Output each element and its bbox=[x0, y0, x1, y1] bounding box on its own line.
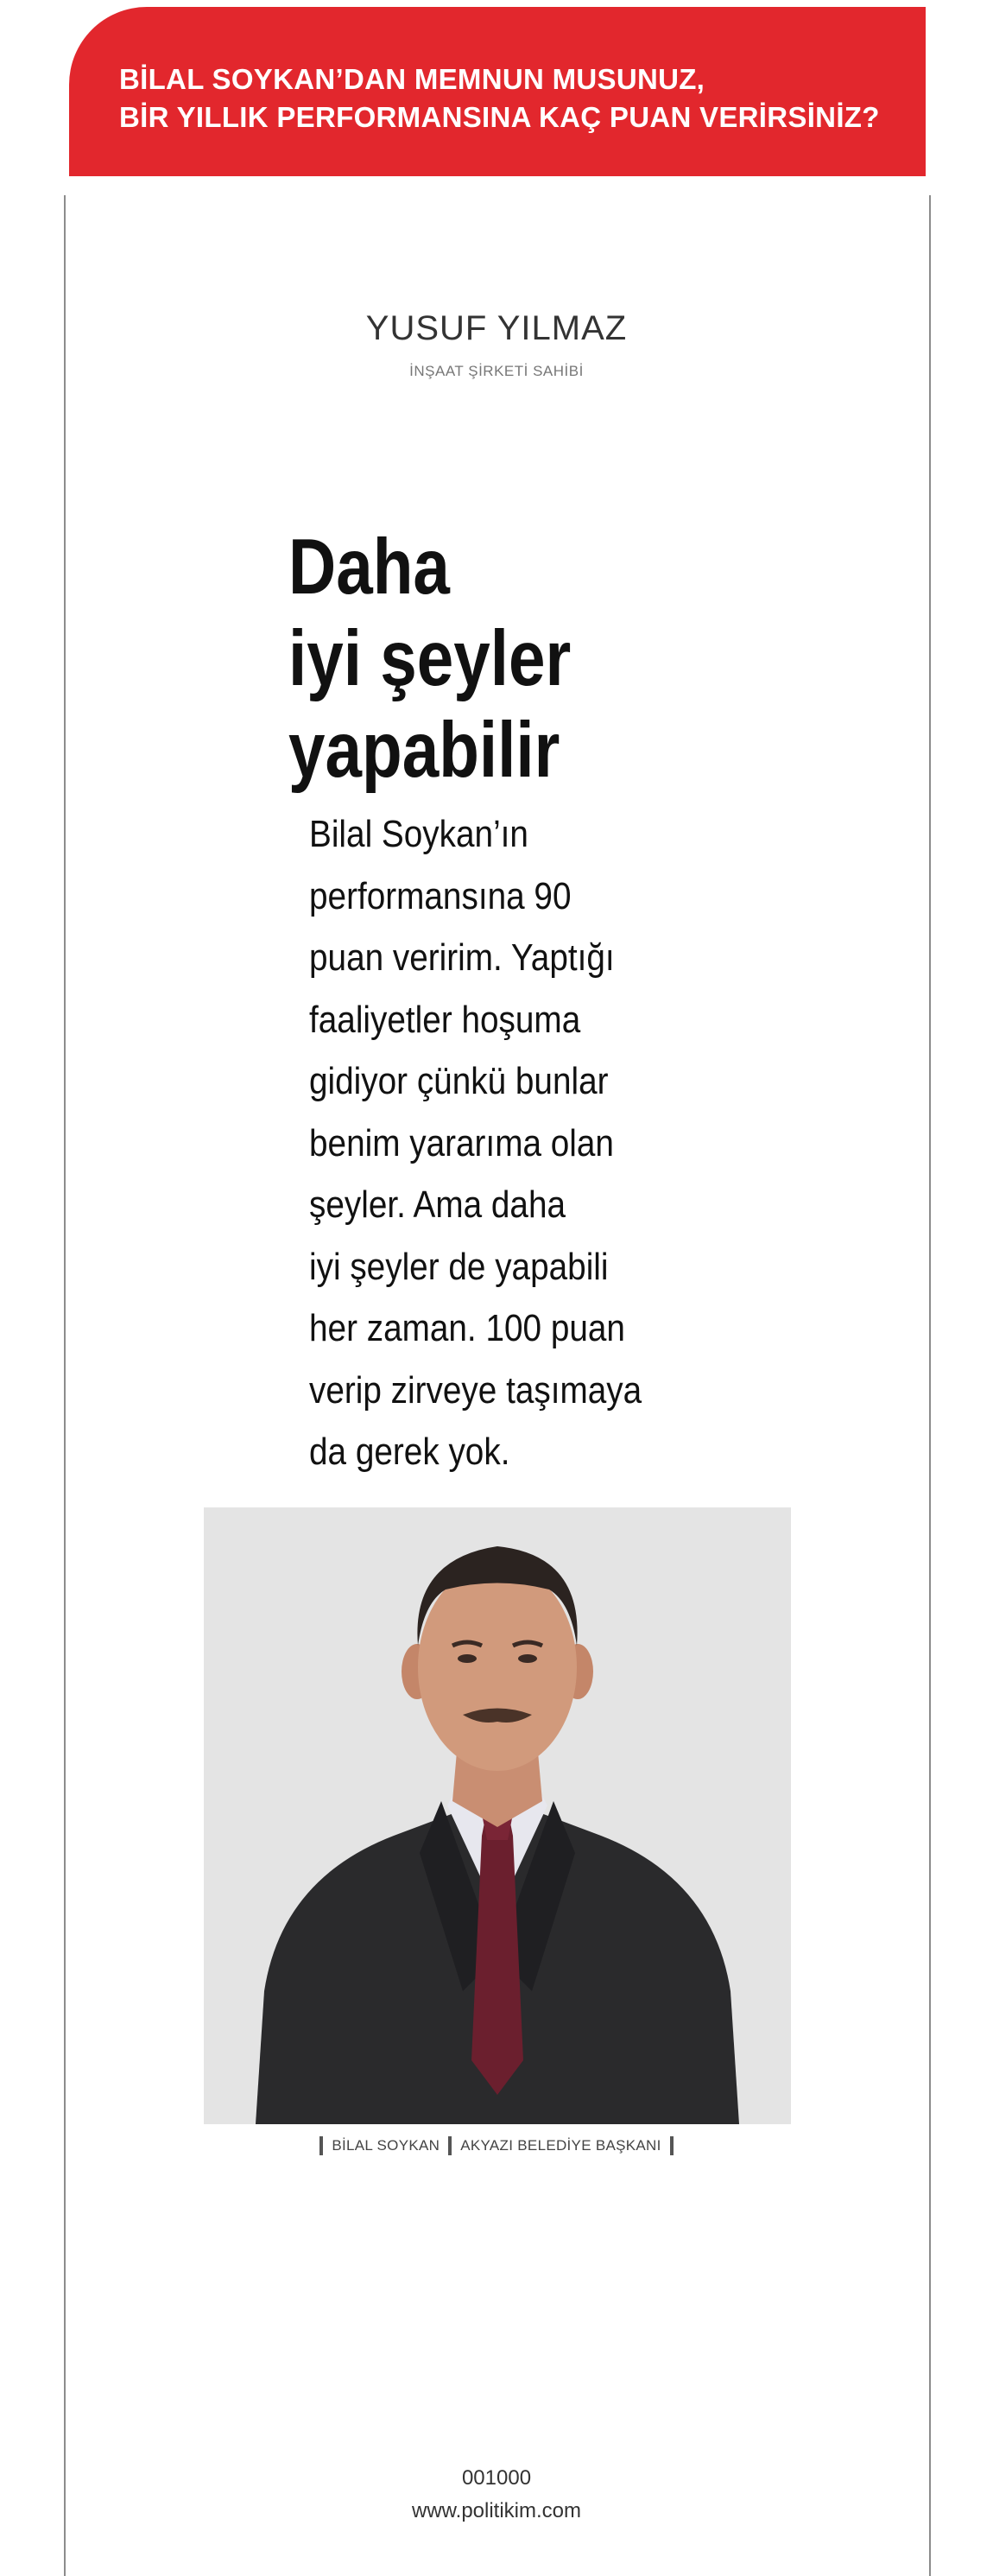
quote-line: iyi şeyler de yapabili bbox=[309, 1245, 609, 1288]
caption-divider bbox=[670, 2136, 674, 2155]
headline-line: iyi şeyler bbox=[288, 615, 572, 702]
headline bbox=[288, 522, 737, 796]
footer-url: www.politikim.com bbox=[411, 2499, 582, 2522]
banner-question-line-1: BİLAL SOYKAN’DAN MEMNUN MUSUNUZ, bbox=[119, 63, 705, 95]
footer-code: 001000 bbox=[461, 2466, 532, 2490]
right-border-rule bbox=[929, 195, 931, 2576]
quote-line: performansına 90 bbox=[309, 874, 572, 917]
header-banner bbox=[69, 7, 926, 176]
photo-caption bbox=[0, 2136, 993, 2155]
headline-line: Daha bbox=[288, 523, 450, 611]
headline-line: yapabilir bbox=[288, 707, 560, 794]
left-border-rule bbox=[64, 195, 66, 2576]
caption-divider bbox=[319, 2136, 323, 2155]
quote-line: verip zirveye taşımaya bbox=[309, 1368, 642, 1412]
quote-body bbox=[309, 803, 706, 1483]
portrait-icon bbox=[204, 1507, 791, 2124]
quote-line: benim yararıma olan bbox=[309, 1121, 614, 1164]
mayor-portrait-photo bbox=[204, 1507, 791, 2124]
quote-line: şeyler. Ama daha bbox=[309, 1183, 566, 1226]
interviewee-name: YUSUF YILMAZ bbox=[365, 309, 628, 347]
caption-role: AKYAZI BELEDİYE BAŞKANI bbox=[460, 2137, 661, 2154]
quote-line: gidiyor çünkü bunlar bbox=[309, 1060, 609, 1102]
quote-line: da gerek yok. bbox=[309, 1431, 510, 1473]
caption-name: BİLAL SOYKAN bbox=[332, 2137, 440, 2154]
quote-line: faaliyetler hoşuma bbox=[309, 998, 581, 1041]
banner-question-line-2: BİR YILLIK PERFORMANSINA KAÇ PUAN VERİRSİNİZ? bbox=[119, 101, 880, 133]
quote-line: her zaman. 100 puan bbox=[309, 1307, 625, 1349]
quote-line: Bilal Soykan’ın bbox=[309, 813, 528, 855]
quote-line: puan veririm. Yaptığı bbox=[309, 936, 615, 979]
interviewee-title: İNŞAAT ŞİRKETİ SAHİBİ bbox=[409, 363, 584, 379]
caption-divider bbox=[448, 2136, 452, 2155]
